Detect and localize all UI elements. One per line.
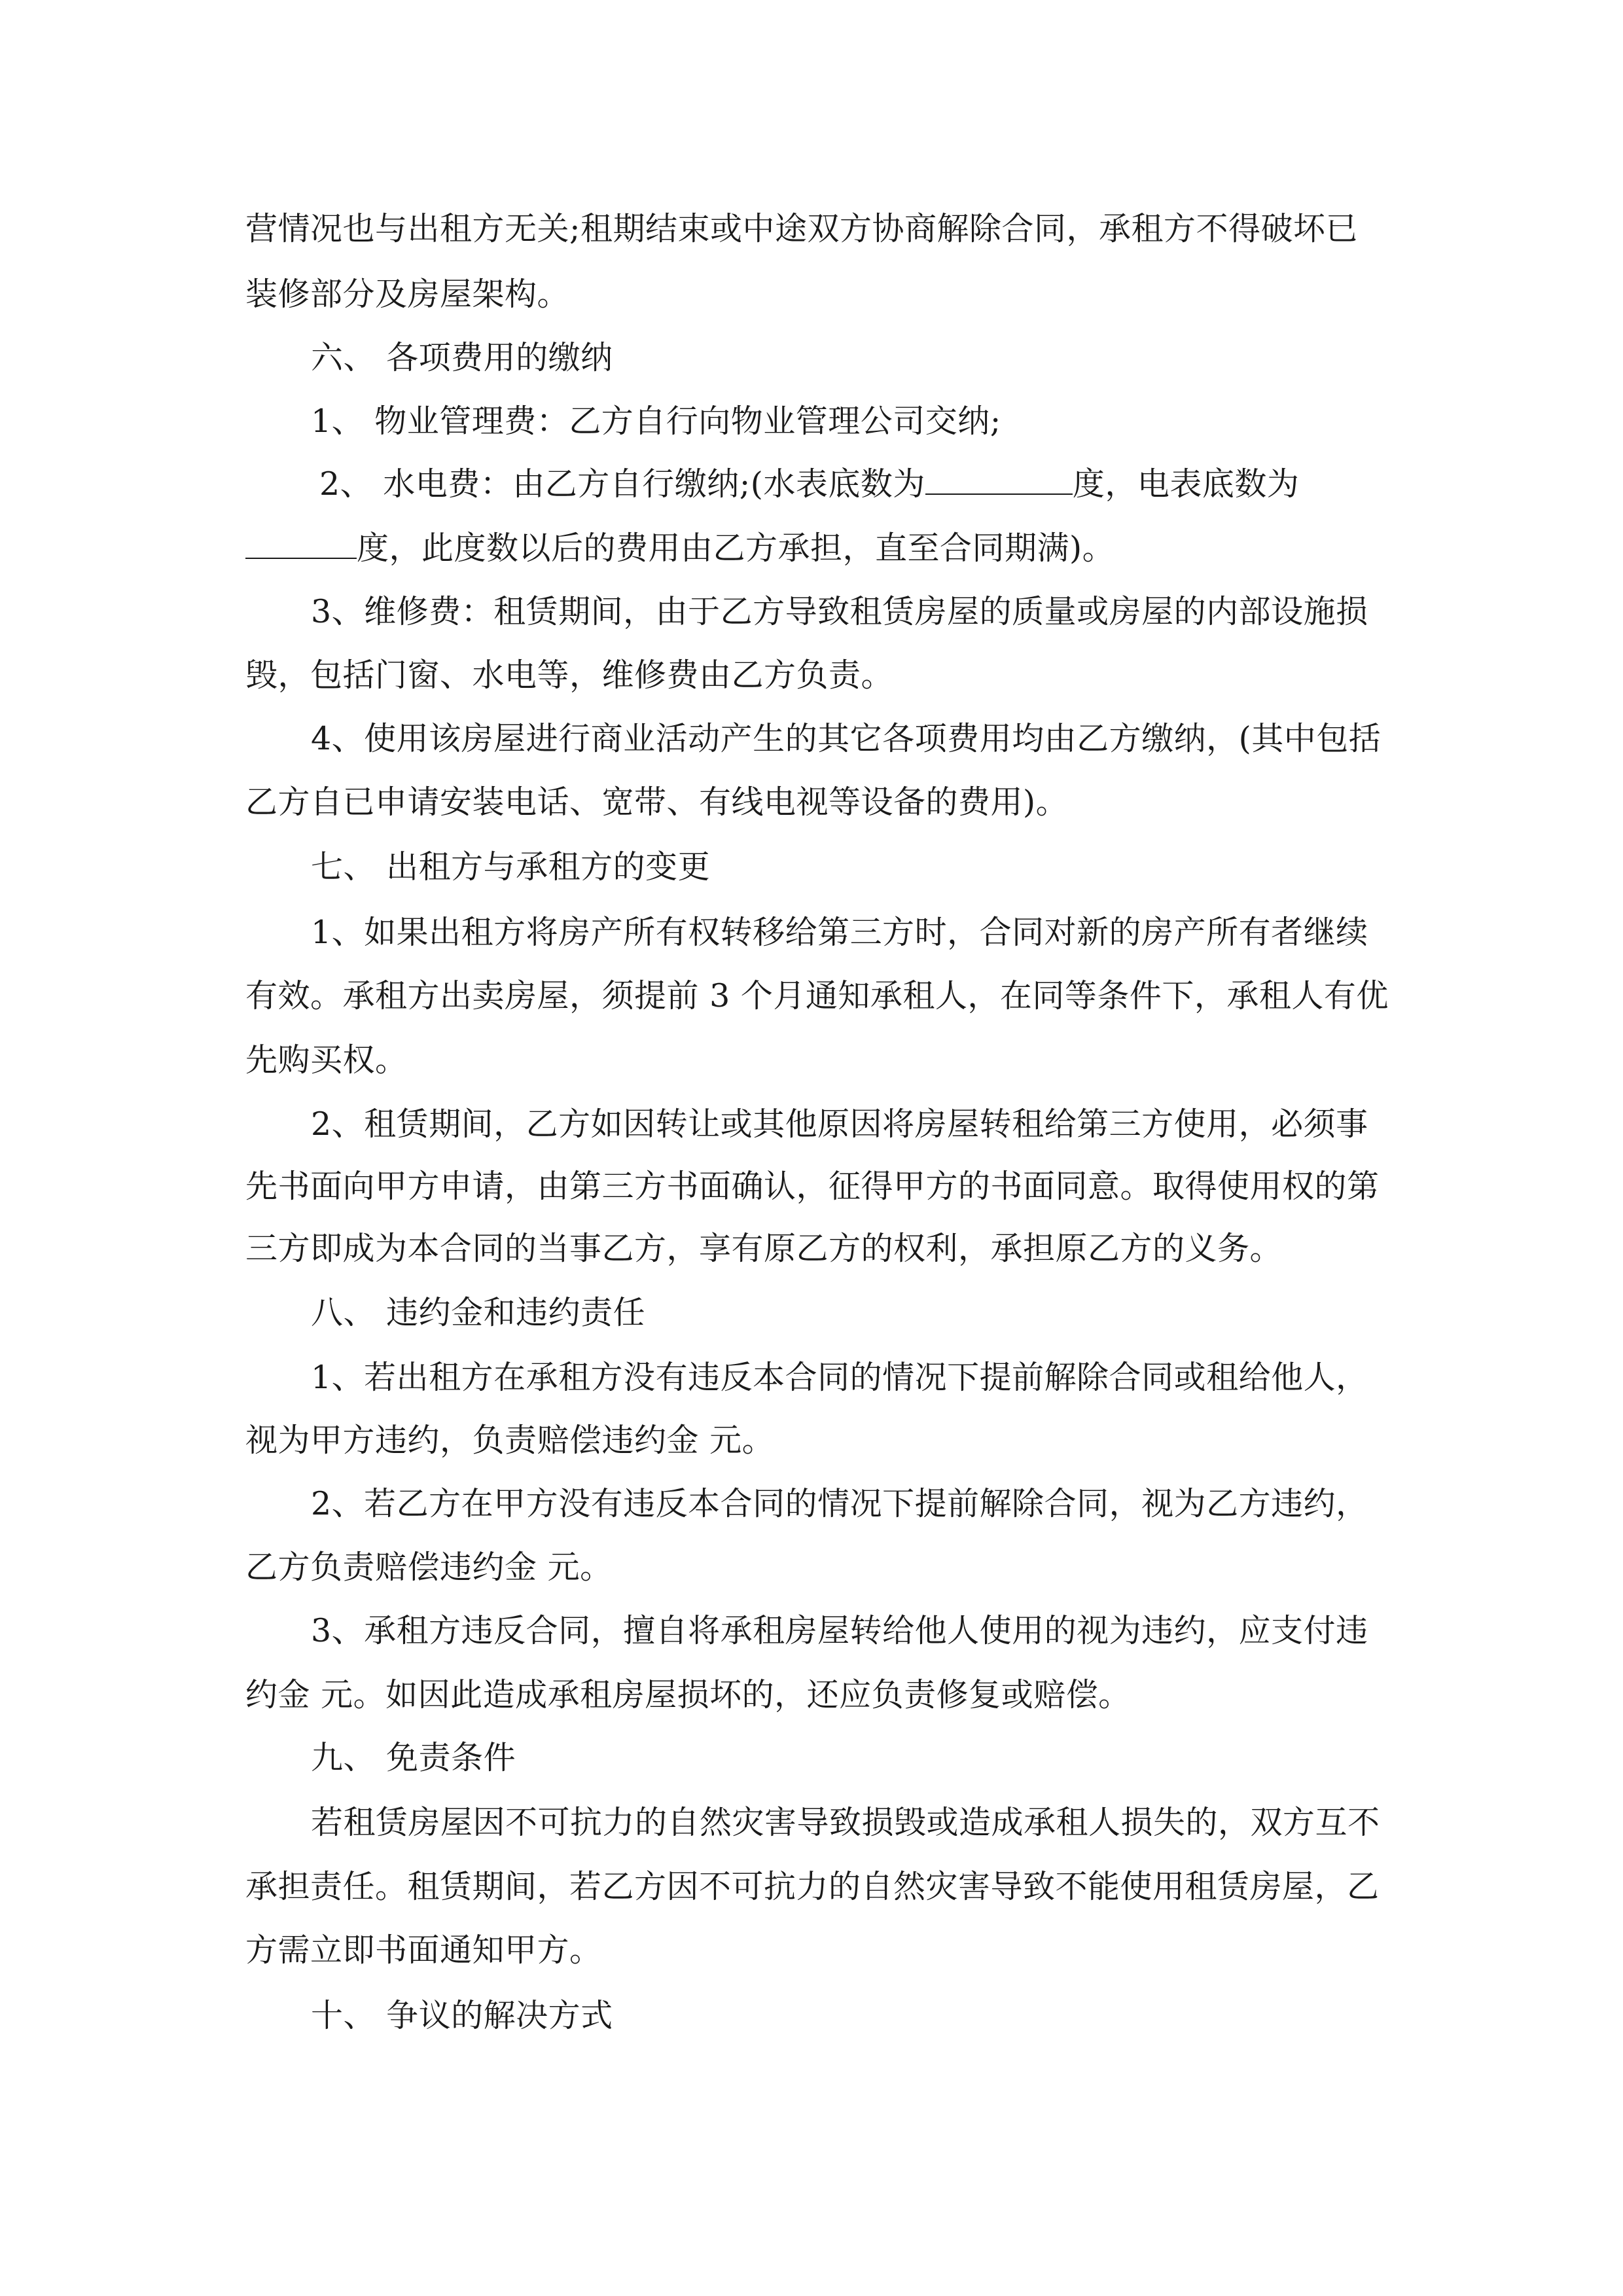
text-line: 先购买权。: [245, 1041, 408, 1079]
text-line: 2、若乙方在甲方没有违反本合同的情况下提前解除合同，视为乙方违约，: [311, 1485, 1368, 1522]
section-heading-7: 七、 出租方与承租方的变更: [311, 848, 711, 886]
text-segment: 度，此度数以后的费用由乙方承担，直至合同期满)。: [357, 529, 1115, 567]
section-heading-6: 六、 各项费用的缴纳: [311, 339, 613, 376]
text-segment: 2、 水电费：由乙方自行缴纳;(水表底数为: [319, 465, 925, 503]
text-line: 乙方自已申请安装电话、宽带、有线电视等设备的费用)。: [245, 783, 1069, 821]
text-line: 4、使用该房屋进行商业活动产生的其它各项费用均由乙方缴纳，(其中包括: [311, 720, 1382, 757]
text-line: 毁，包括门窗、水电等，维修费由乙方负责。: [245, 656, 894, 694]
section-heading-10: 十、 争议的解决方式: [311, 1997, 613, 2034]
text-line: 若租赁房屋因不可抗力的自然灾害导致损毁或造成承租人损失的，双方互不: [311, 1804, 1380, 1841]
electric-meter-blank: [245, 529, 357, 559]
text-line: 1、 物业管理费：乙方自行向物业管理公司交纳;: [311, 403, 1001, 440]
water-meter-blank: [925, 465, 1073, 495]
text-line: 承担责任。租赁期间，若乙方因不可抗力的自然灾害导致不能使用租赁房屋，乙: [245, 1868, 1380, 1905]
text-line: 1、若出租方在承租方没有违反本合同的情况下提前解除合同或租给他人，: [311, 1359, 1368, 1396]
text-line: 方需立即书面通知甲方。: [245, 1931, 602, 1969]
text-line: 3、承租方违反合同，擅自将承租房屋转给他人使用的视为违约，应支付违: [311, 1612, 1368, 1649]
text-line: 视为甲方违约，负责赔偿违约金 元。: [245, 1422, 775, 1459]
text-line: [245, 529, 1384, 568]
text-line: 装修部分及房屋架构。: [245, 276, 570, 313]
text-line: 有效。承租方出卖房屋，须提前 3 个月通知承租人，在同等条件下，承租人有优: [245, 977, 1389, 1014]
text-line: 3、维修费：租赁期间，由于乙方导致租赁房屋的质量或房屋的内部设施损: [311, 593, 1368, 630]
text-line: 先书面向甲方申请，由第三方书面确认，征得甲方的书面同意。取得使用权的第: [245, 1168, 1380, 1205]
text-line: 三方即成为本合同的当事乙方，享有原乙方的权利，承担原乙方的义务。: [245, 1230, 1283, 1267]
text-line: 乙方负责赔偿违约金 元。: [245, 1549, 613, 1586]
section-heading-8: 八、 违约金和违约责任: [311, 1294, 646, 1331]
text-line: 1、如果出租方将房产所有权转移给第三方时，合同对新的房产所有者继续: [311, 914, 1368, 951]
section-heading-9: 九、 免责条件: [311, 1739, 516, 1776]
text-line: [319, 465, 1393, 504]
text-segment: 度，电表底数为: [1072, 465, 1300, 503]
text-line: 约金 元。如因此造成承租房屋损坏的，还应负责修复或赔偿。: [245, 1676, 1131, 1713]
text-line: 营情况也与出租方无关;租期结束或中途双方协商解除合同，承租方不得破坏已: [245, 210, 1359, 247]
text-line: 2、租赁期间，乙方如因转让或其他原因将房屋转租给第三方使用，必须事: [311, 1105, 1368, 1143]
